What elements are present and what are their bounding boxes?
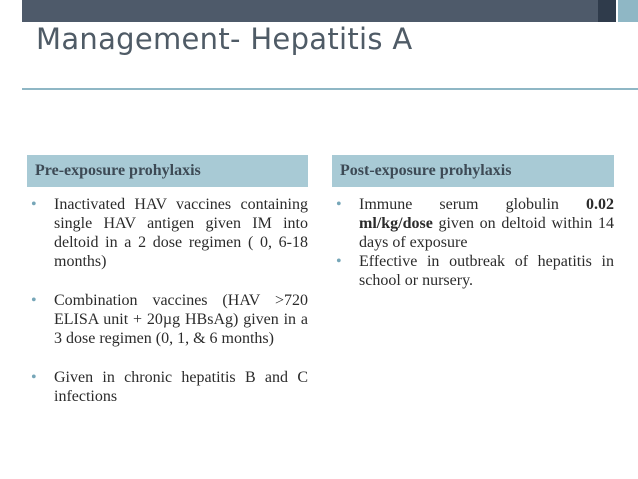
post-exposure-item	[332, 195, 614, 252]
top-decorative-bar	[0, 0, 638, 22]
post-exposure-item	[332, 252, 614, 290]
post-exposure-heading: Post-exposure prohylaxis	[332, 155, 614, 187]
post-exposure-item-text: Effective in outbreak of hepatitis in school or nursery.	[359, 253, 614, 289]
pre-exposure-heading: Pre-exposure prohylaxis	[27, 155, 308, 187]
bullet-icon: •	[31, 196, 37, 213]
bullet-icon: •	[336, 253, 342, 270]
post-exposure-list	[332, 195, 614, 290]
bullet-icon: •	[336, 196, 342, 213]
pre-exposure-item	[27, 195, 308, 271]
post-exposure-column	[332, 155, 614, 290]
pre-exposure-column	[27, 155, 308, 426]
pre-exposure-item-text: Given in chronic hepatitis B and C infections	[54, 369, 308, 405]
top-bar-dark-block	[598, 0, 616, 22]
pre-exposure-item	[27, 368, 308, 406]
post-exposure-item-text-post: given on deltoid within 14 days of exposure	[359, 215, 614, 251]
slide-title: Management- Hepatitis A	[36, 22, 413, 56]
top-bar-gap	[0, 0, 22, 22]
pre-exposure-list	[27, 195, 308, 406]
top-bar-accent-block	[618, 0, 638, 22]
post-exposure-item-text-pre: Immune serum globulin	[359, 196, 586, 213]
bullet-icon: •	[31, 292, 37, 309]
title-divider	[22, 88, 638, 90]
pre-exposure-item	[27, 291, 308, 348]
bullet-icon: •	[31, 369, 37, 386]
pre-exposure-item-text: Inactivated HAV vaccines containing single HAV antigen given IM into deltoid in a 2 dose regimen ( 0, 6-18 months)	[54, 196, 308, 270]
top-bar-main	[22, 0, 598, 22]
post-exposure-dose: 0.02 ml/kg/dose	[359, 196, 614, 232]
pre-exposure-item-text: Combination vaccines (HAV >720 ELISA unit + 20µg HBsAg) given in a 3 dose regimen (0, 1, & 6 months)	[54, 292, 308, 347]
